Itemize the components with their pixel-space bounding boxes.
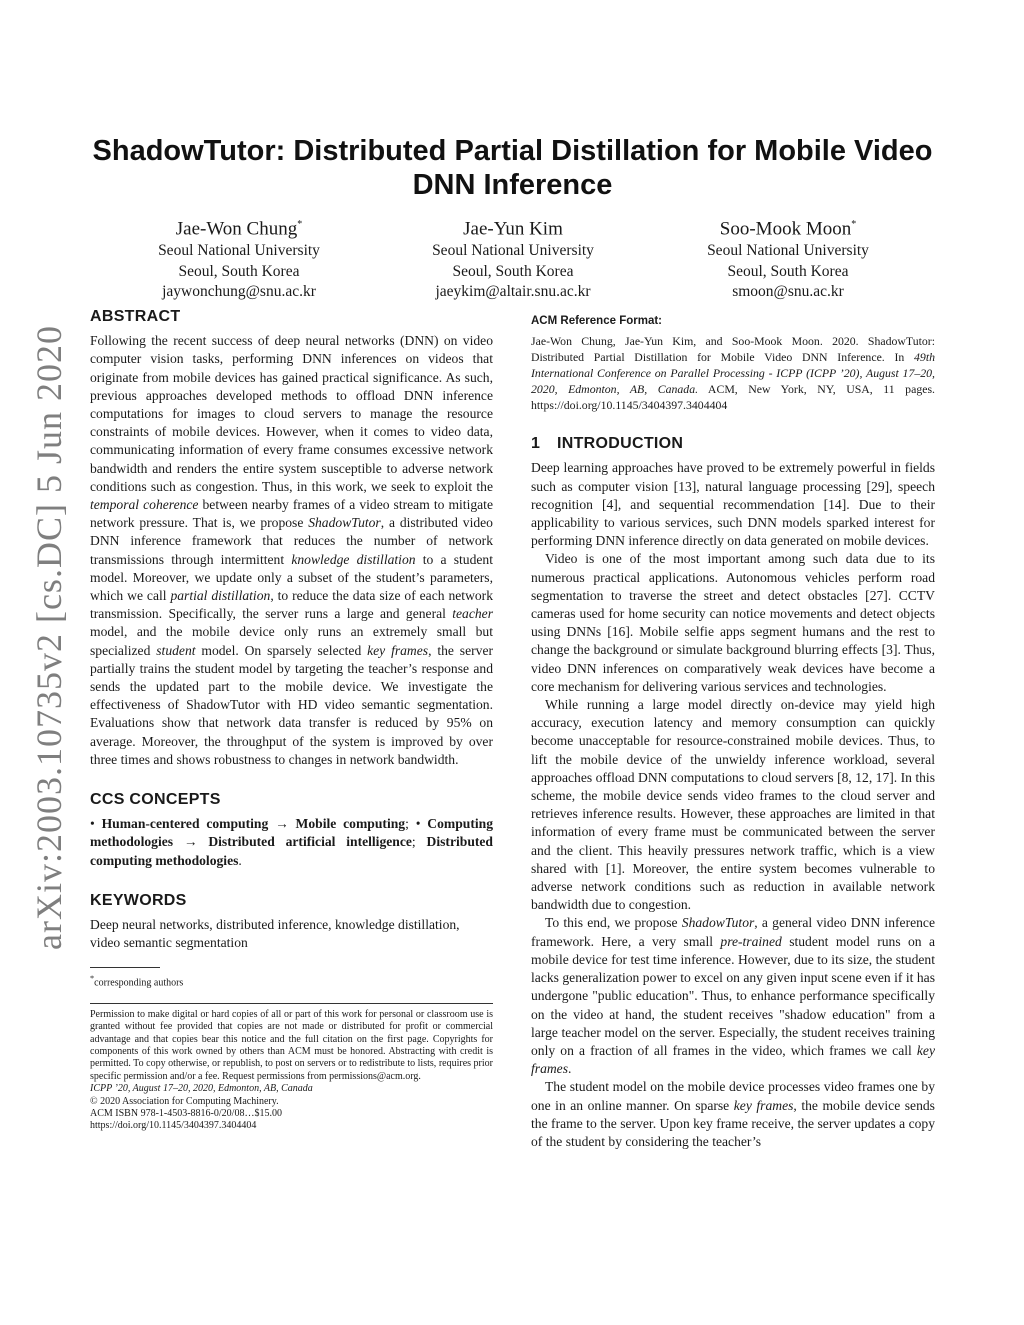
author-affiliation: Seoul National University — [432, 242, 594, 260]
paper-title: ShadowTutor: Distributed Partial Distillation for Mobile Video DNN Inference — [92, 135, 933, 201]
footnote-divider — [90, 967, 160, 968]
author-email: smoon@snu.ac.kr — [732, 283, 844, 301]
author-2 — [368, 213, 658, 303]
author-location: Seoul, South Korea — [727, 262, 849, 280]
isbn-line: ACM ISBN 978-1-4503-8816-0/20/08…$15.00 — [90, 1108, 282, 1120]
author-email: jaywonchung@snu.ac.kr — [162, 283, 316, 301]
author-affiliation: Seoul National University — [158, 242, 320, 260]
left-column — [90, 308, 493, 1133]
arxiv-identifier: arXiv:2003.10735v2 [cs.DC] 5 Jun 2020 — [29, 325, 69, 950]
acm-reference-section — [531, 312, 935, 413]
acm-reference-heading: ACM Reference Format: — [531, 315, 662, 327]
author-mark: * — [851, 219, 857, 230]
author-name: Jae-Won Chung — [175, 218, 298, 240]
abstract-section — [90, 308, 493, 769]
intro-paragraph-1: Deep learning approaches have proved to be extremely powerful in fields such as computer vision [13], natural language processing [29], speech recognition [4], and sequential recommendation [14]. Due to their applicability to various services, such DNN models sparked interest for performing DNN inference directly on data generated on mobile devices. — [531, 460, 935, 549]
introduction-heading: 1 INTRODUCTION — [531, 435, 684, 453]
author-3 — [643, 213, 933, 303]
abstract-text: Following the recent success of deep neural networks (DNN) on video computer vision tasks, performing DNN inferences on videos that originate from mobile devices has gained practical significance. As such, previous approaches developed methods to offload DNN inference computations for images to cloud servers to manage the resource constraints of mobile devices. However, when it comes to video data, communicating information of every frame consumes excessive network bandwidth and renders the entire system susceptible to adverse network conditions such as congestion. Thus, in this work, we seek to exploit the temporal coherence between nearby frames of a video stream to mitigate network pressure. That is, we propose ShadowTutor, a distributed video DNN inference framework that reduces the number of network transmissions through intermittent knowledge distillation to a student model. Moreover, we update only a subset of the student’s parameters, which we call partial distillation, to reduce the data size of each network transmission. Specifically, the server runs a large and general teacher model, and the mobile device only runs an extremely small but specialized student model. On sparsely selected key frames, the server partially trains the student model by targeting the teacher’s response and sends the updated part to the mobile device. We investigate the effectiveness of ShadowTutor with HD video semantic segmentation. Evaluations show that network data transfer is reduced by 95% on average. Moreover, the throughput of the system is improved by over three times and shows robustness to changes in network bandwidth. — [90, 333, 494, 767]
keywords-section — [90, 892, 493, 953]
ccs-heading: CCS CONCEPTS — [90, 791, 221, 809]
abstract-heading: ABSTRACT — [90, 308, 181, 325]
author-name: Jae-Yun Kim — [463, 218, 563, 240]
author-mark: * — [297, 219, 303, 230]
footnote: *corresponding authors — [90, 973, 184, 988]
ccs-text: • Human-centered computing → Mobile computing; • Computing methodologies → Distributed artificial intelligence; Distributed computing methodologies. — [90, 816, 494, 868]
intro-paragraph-2: Video is one of the most important among such data due to its numerous practical applications. Autonomous vehicles perform road segmentation to traverse the street and detect obstacles [27]. CCTV cameras used for home security can notice movements and detect objects using DNNs [16]. Mobile selfie apps segment humans and the rest to change the background or simulate background blurring effects [3]. Thus, video DNN inferences on comparatively weak devices have become a core mechanism for delivering various services and technologies. — [531, 551, 935, 694]
keywords-heading: KEYWORDS — [90, 891, 187, 909]
author-location: Seoul, South Korea — [178, 262, 300, 280]
author-email: jaeykim@altair.snu.ac.kr — [435, 283, 591, 301]
intro-paragraph-4: To this end, we propose ShadowTutor, a general video DNN inference framework. Here, a very small pre-trained student model runs on a mobile device for test time inference. However, due to its size, the student lacks generalization power to excel on any given input scene even if it has undergone "public education". Thus, to enhance performance specifically on the video at hand, the student receives "shadow education" from a large teacher model on the server. Especially, the student receives training only on a fraction of all frames in the video, which frames we call key frames. — [531, 915, 935, 1077]
permission-divider — [90, 1003, 493, 1004]
intro-paragraph-3: While running a large model directly on-device may yield high accuracy, execution latency and memory consumption can quickly become unacceptable for resource-constrained mobile devices. Thus, to lift the mobile device of the unwieldy inference workload, several approaches offload DNN computations to cloud servers [8, 12, 17]. In this scheme, the mobile device sends video frames to the cloud server and retrieves inference results. However, these approaches are limited in that information of every frame must be communicated between the server and the client. This heavily pressures network traffic, which is a view shared with [1]. Moreover, the entire system becomes vulnerable to adverse network conditions such as reduction in available network bandwidth due to congestion. — [531, 697, 935, 913]
doi-link[interactable]: https://doi.org/10.1145/3404397.3404404 — [90, 1120, 257, 1132]
author-name: Soo-Mook Moon — [719, 218, 852, 240]
intro-paragraph-5: The student model on the mobile device processes video frames one by one in an online manner. On sparse key frames, the mobile device sends the frame to the server. Upon key frame receive, the server updates a copy of the student by considering the teacher’s — [531, 1079, 935, 1149]
right-column — [531, 312, 935, 1151]
copyright-line: © 2020 Association for Computing Machinery. — [90, 1095, 279, 1107]
author-location: Seoul, South Korea — [452, 262, 574, 280]
acm-reference-text: Jae-Won Chung, Jae-Yun Kim, and Soo-Mook Moon. 2020. ShadowTutor: Distributed Partial Distillation for Mobile Video DNN Inference. In 49th International Conference on Parallel Processing - ICPP (ICPP ’20), August 17–20, 2020, Edmonton, AB, Canada. ACM, New York, NY, USA, 11 pages. https://doi.org/10.1145/3404397.3404404 — [531, 334, 935, 413]
conference-venue: ICPP ’20, August 17–20, 2020, Edmonton, AB, Canada — [90, 1083, 313, 1095]
keywords-text: Deep neural networks, distributed inference, knowledge distillation, video semantic segmentation — [90, 917, 460, 951]
author-1 — [94, 213, 384, 303]
permission-notice: Permission to make digital or hard copies of all or part of this work for personal or classroom use is granted without fee provided that copies are not made or distributed for profit or commercial advantage and that copies bear this notice and the full citation on the first page. Copyrights for components of this work owned by others than ACM must be honored. Abstracting with credit is permitted. To copy otherwise, or republish, to post on servers or to redistribute to lists, requires prior specific permission and/or a fee. Request permissions from permissions@acm.org. — [90, 1008, 493, 1082]
author-affiliation: Seoul National University — [707, 242, 869, 260]
ccs-concepts-section — [90, 791, 493, 870]
